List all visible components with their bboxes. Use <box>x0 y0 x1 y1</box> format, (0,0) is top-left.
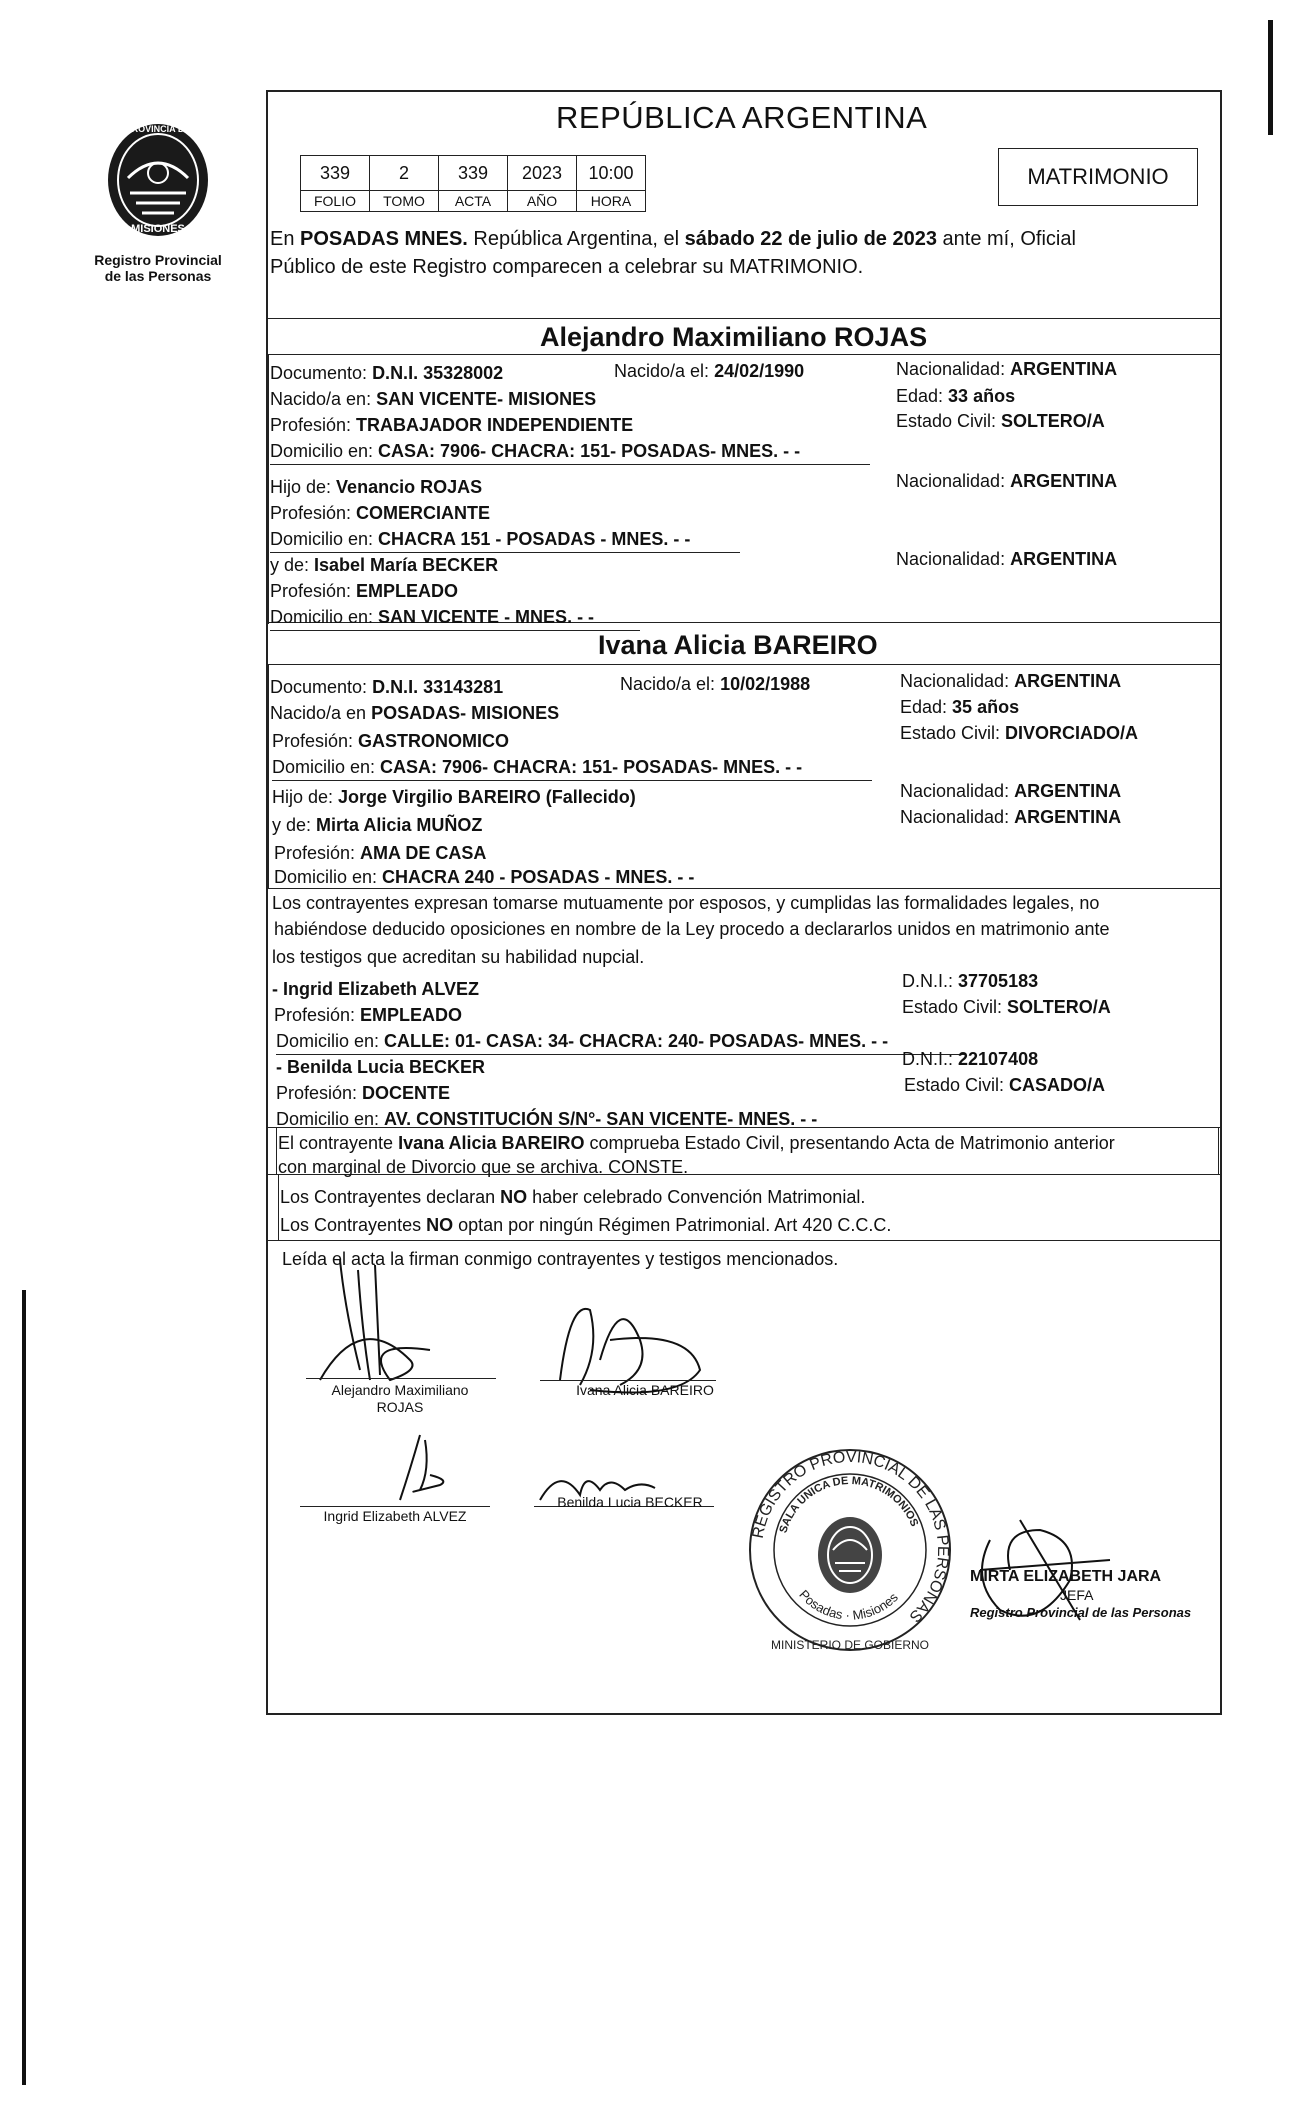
bride-father <box>272 786 636 808</box>
bride-address <box>272 756 802 778</box>
witness1-civil-status <box>902 996 1111 1018</box>
value: EMPLEADO <box>356 581 459 601</box>
bride-birth-date <box>620 673 810 695</box>
folio-label: FOLIO <box>301 191 370 212</box>
value: CASA: 7906- CHACRA: 151- POSADAS- MNES. - - <box>380 757 803 777</box>
declaration-line2: habiéndose deducido oposiciones en nombre de la Ley procedo a declararlos unidos en matrimonio ante <box>274 919 1110 939</box>
note-line2: con marginal de Divorcio que se archiva. CONSTE. <box>278 1157 689 1177</box>
label: y de: <box>270 555 315 575</box>
bride-mother-profession <box>274 842 486 864</box>
label: Profesión: <box>276 1083 363 1103</box>
section-bar <box>268 664 269 888</box>
bride-mother <box>272 814 482 836</box>
rule-declaration <box>266 888 1222 889</box>
intro-date: sábado 22 de julio de 2023 <box>684 228 937 250</box>
bride-profession <box>272 730 509 752</box>
note-text: comprueba Estado Civil, presentando Acta de Matrimonio anterior <box>584 1133 1115 1153</box>
registry-logo <box>78 118 238 284</box>
value: COMERCIANTE <box>356 503 491 523</box>
seal-top-text: PROVINCIA DE <box>125 124 191 134</box>
scan-edge-left <box>22 1290 26 2085</box>
registry-table <box>300 155 646 212</box>
label: Profesión: <box>274 843 361 863</box>
groom-document <box>270 362 503 384</box>
groom-mother-profession <box>270 580 458 602</box>
value: DOCENTE <box>362 1083 451 1103</box>
value: SAN VICENTE- MISIONES <box>376 389 597 409</box>
official-office: Registro Provincial de las Personas <box>970 1605 1192 1620</box>
groom-father-profession <box>270 502 490 524</box>
label: Nacido/a el: <box>614 361 715 381</box>
intro-place: POSADAS MNES. <box>300 228 468 250</box>
acta-label: ACTA <box>439 191 508 212</box>
bride-age <box>900 696 1019 718</box>
tomo-value: 2 <box>370 156 439 191</box>
label: Profesión: <box>270 415 357 435</box>
bride-civil-status <box>900 722 1138 744</box>
value: 33 años <box>948 386 1016 406</box>
label: Domicilio en: <box>276 1031 385 1051</box>
value: AV. CONSTITUCIÓN S/N°- SAN VICENTE- MNES. - - <box>384 1109 818 1129</box>
value: TRABAJADOR INDEPENDIENTE <box>356 415 634 435</box>
value: CASADO/A <box>1009 1075 1106 1095</box>
groom-signature-caption <box>300 1382 500 1416</box>
section-bar <box>1218 1127 1219 1175</box>
rule-bride-name <box>266 664 1222 665</box>
value: GASTRONOMICO <box>358 731 510 751</box>
value: ARGENTINA <box>1014 671 1122 691</box>
value: EMPLEADO <box>360 1005 463 1025</box>
label: Nacido/a el: <box>620 674 721 694</box>
groom-birth-date <box>614 360 804 382</box>
label: Domicilio en: <box>270 529 379 549</box>
witness1-signature-caption: Ingrid Elizabeth ALVEZ <box>323 1508 467 1524</box>
label: Profesión: <box>270 581 357 601</box>
caption-line1: Alejandro Maximiliano <box>331 1382 469 1398</box>
value: 24/02/1990 <box>714 361 805 381</box>
value: 22107408 <box>958 1049 1039 1069</box>
value: D.N.I. 35328002 <box>372 363 504 383</box>
label: Profesión: <box>272 731 359 751</box>
value: Jorge Virgilio BAREIRO (Fallecido) <box>338 787 636 807</box>
section-bar <box>268 354 269 624</box>
label: Profesión: <box>274 1005 361 1025</box>
tomo-label: TOMO <box>370 191 439 212</box>
label: Nacionalidad: <box>896 471 1011 491</box>
label: Domicilio en: <box>274 867 383 887</box>
seal-bottom-text: MISIONES <box>131 223 185 235</box>
bride-father-nationality <box>900 780 1121 802</box>
intro-text: En <box>270 228 301 250</box>
section-bar <box>276 1127 277 1175</box>
value: D.N.I. 33143281 <box>372 677 504 697</box>
value: SAN VICENTE - MNES. - - <box>378 607 595 627</box>
label: Estado Civil: <box>904 1075 1010 1095</box>
note-line1 <box>278 1132 1115 1154</box>
witness2-civil-status <box>904 1074 1105 1096</box>
value: SOLTERO/A <box>1001 411 1105 431</box>
label: Documento: <box>270 677 373 697</box>
convention-no: NO <box>500 1187 528 1207</box>
value: DIVORCIADO/A <box>1005 723 1139 743</box>
label: D.N.I.: <box>902 971 959 991</box>
year-value: 2023 <box>508 156 577 191</box>
witness1-signature-line <box>300 1506 490 1507</box>
provincial-seal-icon <box>98 118 218 248</box>
label: Edad: <box>896 386 949 406</box>
label: Hijo de: <box>270 477 337 497</box>
value: 35 años <box>952 697 1020 717</box>
label: Nacido/a en: <box>270 389 377 409</box>
label: Domicilio en: <box>272 757 381 777</box>
folio-value: 339 <box>301 156 370 191</box>
value: CALLE: 01- CASA: 34- CHACRA: 240- POSADAS- MNES. - - <box>384 1031 889 1051</box>
label: Nacido/a en <box>270 703 372 723</box>
stamp-inner-path: SALA UNICA DE MATRIMONIOS <box>777 1474 921 1535</box>
logo-caption-line1: Registro Provincial <box>94 252 222 268</box>
value: ARGENTINA <box>1010 471 1118 491</box>
label: Estado Civil: <box>896 411 1002 431</box>
witness1-name <box>272 978 479 1000</box>
scan-edge-right <box>1268 20 1273 135</box>
stamp-outer-path: REGISTRO PROVINCIAL DE LAS PERSONAS <box>749 1448 952 1626</box>
witness2-address <box>276 1108 817 1130</box>
value: AMA DE CASA <box>360 843 487 863</box>
witness1-address-underline <box>276 1054 966 1055</box>
convention-no: NO <box>426 1215 454 1235</box>
intro-text: República Argentina, el <box>467 228 685 250</box>
witness2-dni <box>902 1048 1038 1070</box>
official-signatory <box>970 1568 1191 1622</box>
bride-birth-place <box>270 702 559 724</box>
provincial-seal-icon <box>818 1517 882 1593</box>
bride-signature-caption: Ivana Alicia BAREIRO <box>576 1382 714 1398</box>
caption-line2: ROJAS <box>376 1399 424 1415</box>
label: Domicilio en: <box>276 1109 385 1129</box>
label: Estado Civil: <box>900 723 1006 743</box>
bride-signature-line <box>540 1380 716 1381</box>
value: CHACRA 151 - POSADAS - MNES. - - <box>378 529 691 549</box>
logo-caption-line2: de las Personas <box>104 268 212 284</box>
official-name: MIRTA ELIZABETH JARA <box>970 1568 1162 1585</box>
groom-mother-nationality <box>896 548 1117 570</box>
declaration-line3: los testigos que acreditan su habilidad nupcial. <box>272 947 645 967</box>
label: y de: <box>272 815 317 835</box>
groom-father <box>270 476 482 498</box>
value: - Benilda Lucia BECKER <box>276 1057 486 1077</box>
value: Venancio ROJAS <box>336 477 483 497</box>
act-type-box: MATRIMONIO <box>998 148 1198 206</box>
declaration-line1: Los contrayentes expresan tomarse mutuamente por esposos, y cumplidas las formalidades legales, no <box>272 893 1100 913</box>
value: POSADAS- MISIONES <box>371 703 560 723</box>
country-title: REPÚBLICA ARGENTINA <box>556 100 928 135</box>
groom-mother-address <box>270 606 594 628</box>
closing-text: Leída el acta la firman conmigo contrayentes y testigos mencionados. <box>282 1249 839 1269</box>
label: Nacionalidad: <box>900 671 1015 691</box>
rule-groom-top <box>266 318 1222 319</box>
label: Nacionalidad: <box>900 781 1015 801</box>
acta-value: 339 <box>439 156 508 191</box>
value: SOLTERO/A <box>1007 997 1111 1017</box>
witness1-dni <box>902 970 1038 992</box>
official-stamp <box>745 1445 955 1655</box>
groom-name-title: Alejandro Maximiliano ROJAS <box>540 322 928 352</box>
note-text: El contrayente <box>278 1133 399 1153</box>
bride-nationality <box>900 670 1121 692</box>
label: Profesión: <box>270 503 357 523</box>
bride-mother-address <box>274 866 694 888</box>
groom-nationality <box>896 358 1117 380</box>
groom-birth-place <box>270 388 596 410</box>
hour-label: HORA <box>577 191 646 212</box>
bride-document <box>270 676 503 698</box>
witness1-profession <box>274 1004 462 1026</box>
year-label: AÑO <box>508 191 577 212</box>
convention-text: optan por ningún Régimen Patrimonial. Art 420 C.C.C. <box>453 1215 892 1235</box>
witness2-signature-caption: Benilda Lucia BECKER <box>557 1494 703 1510</box>
witness2-profession <box>276 1082 450 1104</box>
convention-text: Los Contrayentes <box>280 1215 427 1235</box>
value: ARGENTINA <box>1010 359 1118 379</box>
bride-mother-nationality <box>900 806 1121 828</box>
label: Nacionalidad: <box>896 549 1011 569</box>
official-title: JEFA <box>1060 1587 1094 1603</box>
value: ARGENTINA <box>1014 807 1122 827</box>
groom-signature-line <box>306 1378 496 1379</box>
convention-text: Los Contrayentes declaran <box>280 1187 501 1207</box>
convention-text: haber celebrado Convención Matrimonial. <box>527 1187 866 1207</box>
value: - Ingrid Elizabeth ALVEZ <box>272 979 479 999</box>
rule-groom-name <box>266 354 1222 355</box>
stamp-bottom-path: Posadas · Misiones <box>796 1586 901 1623</box>
label: Documento: <box>270 363 373 383</box>
label: Hijo de: <box>272 787 339 807</box>
witness2-name <box>276 1056 485 1078</box>
groom-father-address <box>270 528 690 550</box>
label: Nacionalidad: <box>900 807 1015 827</box>
groom-mother-address-underline <box>270 630 640 631</box>
value: Mirta Alicia MUÑOZ <box>316 815 483 835</box>
value: 10/02/1988 <box>720 674 811 694</box>
hour-value: 10:00 <box>577 156 646 191</box>
groom-address-underline <box>270 464 870 465</box>
intro-line2: Público de este Registro comparecen a celebrar su MATRIMONIO. <box>270 256 864 278</box>
groom-profession <box>270 414 633 436</box>
label: D.N.I.: <box>902 1049 959 1069</box>
bride-name-title: Ivana Alicia BAREIRO <box>598 630 878 660</box>
convention-line1 <box>280 1186 865 1208</box>
value: 37705183 <box>958 971 1039 991</box>
convention-line2 <box>280 1214 891 1236</box>
groom-father-nationality <box>896 470 1117 492</box>
witness1-signature <box>380 1430 460 1510</box>
value: CASA: 7906- CHACRA: 151- POSADAS- MNES. - - <box>378 441 801 461</box>
groom-mother <box>270 554 498 576</box>
label: Nacionalidad: <box>896 359 1011 379</box>
witness1-address <box>276 1030 888 1052</box>
groom-address <box>270 440 800 462</box>
value: Isabel María BECKER <box>314 555 499 575</box>
intro-line1 <box>270 225 1215 253</box>
bride-address-underline <box>272 780 872 781</box>
intro-paragraph <box>270 225 1215 281</box>
stamp-ministry-text: MINISTERIO DE GOBIERNO <box>770 1638 930 1652</box>
rule-closing <box>266 1240 1222 1241</box>
label: Estado Civil: <box>902 997 1008 1017</box>
label: Domicilio en: <box>270 607 379 627</box>
groom-age <box>896 385 1015 407</box>
note-name: Ivana Alicia BAREIRO <box>398 1133 585 1153</box>
logo-caption <box>78 252 238 284</box>
label: Domicilio en: <box>270 441 379 461</box>
value: ARGENTINA <box>1014 781 1122 801</box>
section-bar <box>278 1174 279 1240</box>
groom-civil-status <box>896 410 1105 432</box>
groom-father-address-underline <box>270 552 740 553</box>
value: ARGENTINA <box>1010 549 1118 569</box>
groom-signature <box>300 1250 480 1390</box>
intro-text: ante mí, Oficial <box>936 228 1076 250</box>
label: Edad: <box>900 697 953 717</box>
value: CHACRA 240 - POSADAS - MNES. - - <box>382 867 695 887</box>
